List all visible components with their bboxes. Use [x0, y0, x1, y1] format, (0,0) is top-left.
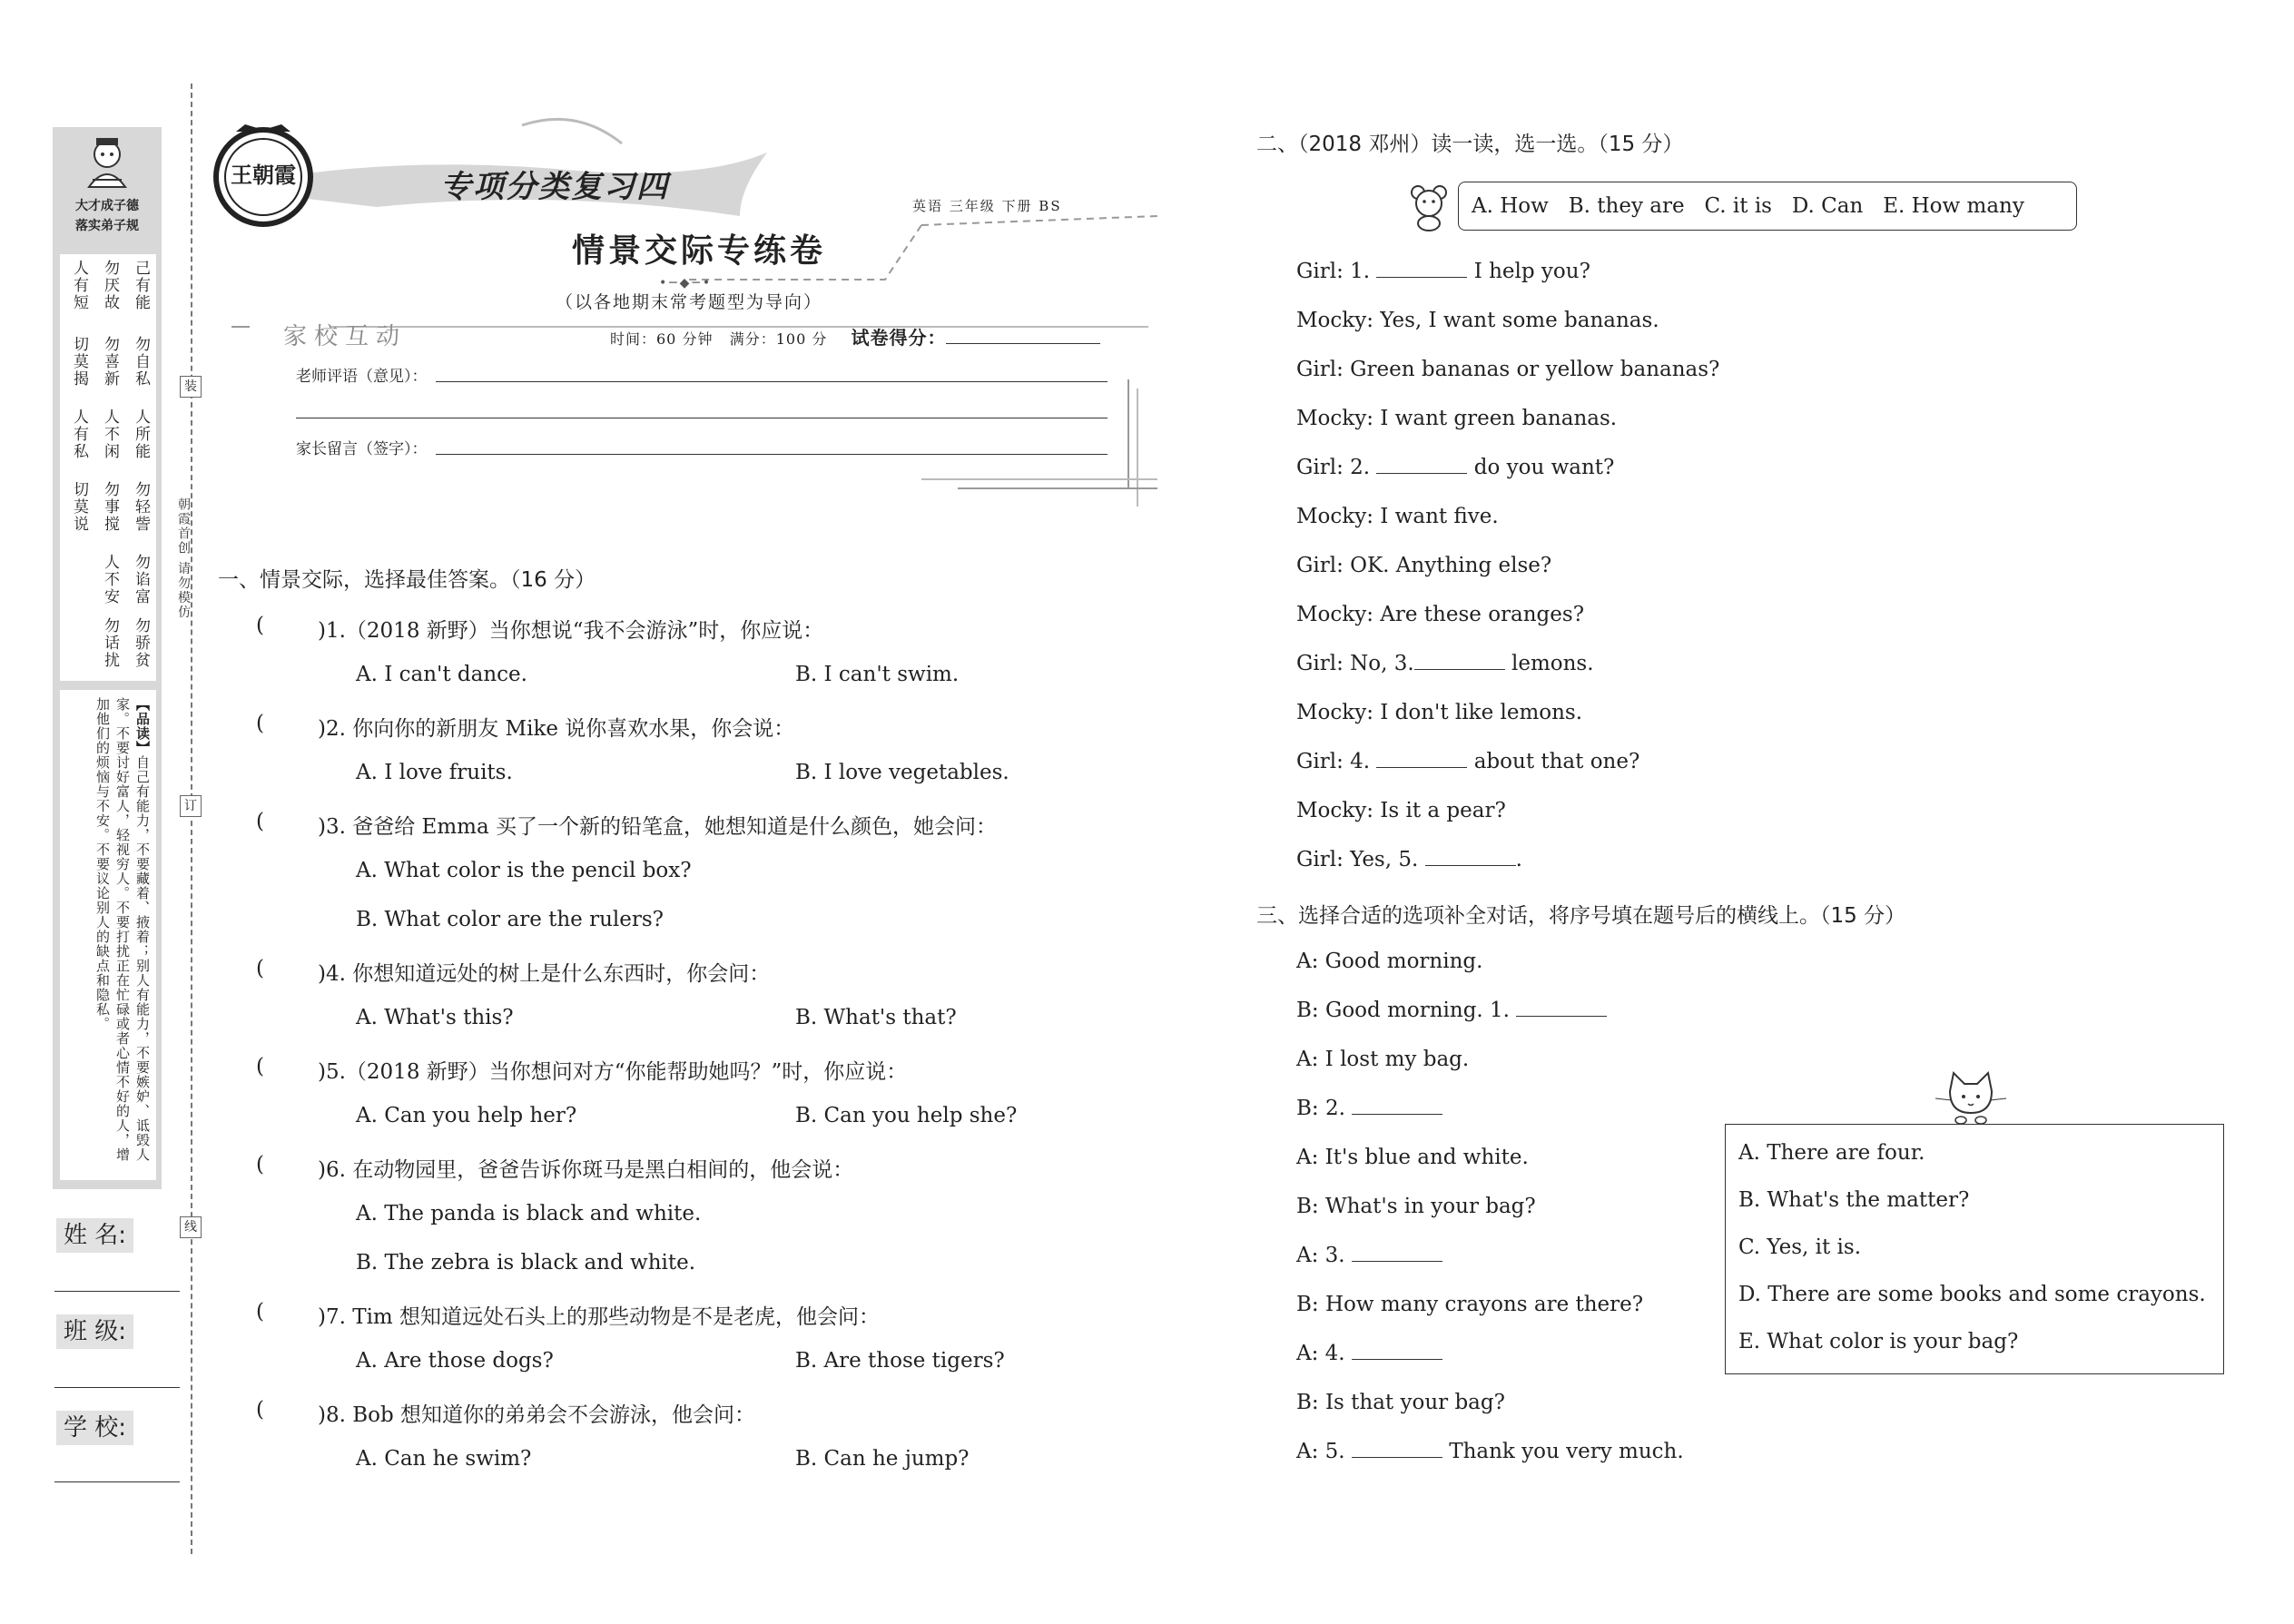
option-a[interactable]: A. Can he swim? — [356, 1447, 532, 1471]
option-a[interactable]: A. I love fruits. — [356, 761, 513, 784]
answer-blank[interactable] — [1376, 277, 1467, 278]
answer-blank[interactable] — [1352, 1359, 1442, 1360]
class-line[interactable] — [54, 1387, 180, 1388]
rule-column: 人所能 — [132, 408, 150, 460]
rule-column: 人不安 — [101, 554, 119, 605]
copyright-note: 朝霞首创 请勿模仿 — [176, 497, 191, 620]
option-b[interactable]: B. I love vegetables. — [795, 761, 1009, 784]
word-bank: A. How B. they are C. it is D. Can E. How many — [1458, 182, 2077, 231]
rule-column: 勿轻訾 — [132, 481, 150, 533]
score-field[interactable] — [946, 343, 1100, 344]
cut-line — [191, 84, 192, 1554]
grade-tag: 英语 三年级 下册 BS — [912, 198, 1062, 214]
option-b[interactable]: B. The zebra is black and white. — [356, 1251, 696, 1275]
dialogue-line: B: Is that your bag? — [1296, 1391, 1505, 1414]
cut-mark: 装 — [180, 376, 202, 398]
score-label: 试卷得分： — [851, 327, 947, 349]
answer-blank[interactable] — [1352, 1261, 1442, 1262]
dialogue-line: Mocky: I want green bananas. — [1296, 407, 1618, 430]
rules-box — [60, 254, 156, 681]
subtitle: 专项分类复习四 — [440, 169, 669, 205]
logo-text: 王朝霞 — [231, 162, 296, 188]
options-box — [1725, 1124, 2224, 1374]
reading-text: 【品读】自己有能力，不要藏着、掖着；别人有能力，不要嫉妒、诋毁人家。不要讨好富人，轻视穷人。不要打扰正在忙碌或者心情不好的人，增加他们的烦恼与不安。不要议论别人的缺点和隐私。 — [94, 697, 151, 1162]
question-stem: )8. Bob 想知道你的弟弟会不会游泳，他会问： — [318, 1403, 756, 1427]
dialogue-line: Girl: 4. about that one? — [1296, 750, 1640, 773]
answer-blank[interactable] — [1352, 1457, 1442, 1458]
dialogue-line: A: Good morning. — [1296, 950, 1483, 973]
reading-box — [60, 690, 156, 1180]
parent-comment-label: 家长留言（签字）： — [296, 440, 428, 458]
title-ornament: •─◆─• — [659, 276, 714, 290]
mascot-icon — [80, 134, 134, 191]
option-b[interactable]: B. What's that? — [795, 1006, 957, 1029]
dialogue-line: Mocky: Is it a pear? — [1296, 799, 1506, 822]
answer-blank[interactable] — [1352, 1114, 1442, 1115]
dialogue-line: B: Good morning. 1. — [1296, 999, 1607, 1022]
question-stem: )7. Tim 想知道远处石头上的那些动物是不是老虎，他会问： — [318, 1305, 881, 1329]
option-item: E. What color is your bag? — [1738, 1330, 2019, 1353]
rule-column: 人不闲 — [101, 408, 119, 460]
option-a[interactable]: A. Can you help her? — [356, 1104, 577, 1127]
dialogue-line: A: 4. — [1296, 1342, 1442, 1365]
class-field: 班 级: — [56, 1313, 133, 1346]
teacher-comment-label: 老师评语（意见）： — [296, 368, 428, 386]
name-line[interactable] — [54, 1291, 180, 1292]
section3-title: 三、选择合适的选项补全对话，将序号填在题号后的横线上。（15 分） — [1256, 904, 1906, 928]
rule-column: 勿自私 — [132, 336, 150, 388]
dialogue-line: Girl: OK. Anything else? — [1296, 554, 1552, 577]
dialogue-line: A: It's blue and white. — [1296, 1146, 1529, 1169]
parent-comment-line[interactable] — [436, 454, 1108, 455]
dialogue-line: B: How many crayons are there? — [1296, 1293, 1644, 1316]
school-line[interactable] — [54, 1481, 180, 1482]
dialogue-line: A: 3. — [1296, 1244, 1442, 1267]
rule-column: 己有能 — [132, 260, 150, 311]
question-stem: )3. 爸爸给 Emma 买了一个新的铅笔盒，她想知道是什么颜色，她会问： — [318, 815, 997, 839]
option-a[interactable]: A. What color is the pencil box? — [356, 859, 692, 882]
dialogue-line: Girl: 1. I help you? — [1296, 260, 1590, 283]
exam-meta: 时间：60 分钟 满分：100 分 试卷得分： — [610, 323, 1100, 349]
option-a[interactable]: A. The panda is black and white. — [356, 1202, 702, 1225]
teacher-comment-line[interactable] — [436, 381, 1108, 382]
rule-column: 切莫揭 — [70, 336, 88, 388]
dialogue-line: Mocky: Yes, I want some bananas. — [1296, 309, 1659, 332]
answer-blank[interactable] — [1414, 669, 1505, 670]
dialogue-line: Mocky: I don't like lemons. — [1296, 701, 1583, 724]
answer-blank[interactable] — [1376, 767, 1467, 768]
rule-column: 勿话扰 — [101, 617, 119, 669]
title-note: （以各地期末常考题型为导向） — [556, 292, 823, 312]
motto-top: 大才成子德 落实弟子规 — [75, 199, 139, 233]
section1-title: 一、情景交际，选择最佳答案。（16 分） — [218, 568, 596, 592]
dialogue-line: B: 2. — [1296, 1097, 1442, 1120]
question-stem: )2. 你向你的新朋友 Mike 说你喜欢水果，你会说： — [318, 717, 795, 741]
dialogue-line: Girl: No, 3. lemons. — [1296, 652, 1594, 675]
homeschool-label: 家校互动 — [283, 323, 408, 350]
sidebar — [53, 127, 162, 1189]
rule-column: 切莫说 — [70, 481, 88, 533]
option-item: B. What's the matter? — [1738, 1188, 1970, 1212]
option-b[interactable]: B. Can he jump? — [795, 1447, 970, 1471]
teddy-bear-icon — [1403, 180, 1458, 234]
option-a[interactable]: A. What's this? — [356, 1006, 514, 1029]
cut-mark: 线 — [180, 1216, 202, 1238]
dialogue-line: Girl: 2. do you want? — [1296, 456, 1615, 479]
option-b[interactable]: B. Are those tigers? — [795, 1349, 1005, 1373]
dialogue-line: Mocky: I want five. — [1296, 505, 1499, 528]
dialogue-line: Mocky: Are these oranges? — [1296, 603, 1585, 626]
rule-column: 勿事搅 — [101, 481, 119, 533]
dialogue-line: A: I lost my bag. — [1296, 1048, 1470, 1071]
answer-blank[interactable] — [1425, 865, 1516, 866]
question-stem: )1.（2018 新野）当你想说“我不会游泳”时，你应说： — [318, 619, 824, 643]
rule-column: 人有短 — [70, 260, 88, 311]
option-b[interactable]: B. Can you help she? — [795, 1104, 1018, 1127]
answer-blank[interactable] — [1376, 473, 1467, 474]
name-field: 姓 名: — [56, 1216, 133, 1250]
option-a[interactable]: A. I can't dance. — [356, 663, 527, 686]
option-b[interactable]: B. What color are the rulers? — [356, 908, 664, 931]
rule-column: 人有私 — [70, 408, 88, 460]
option-a[interactable]: A. Are those dogs? — [356, 1349, 554, 1373]
question-stem: )5.（2018 新野）当你想问对方“你能帮助她吗？”时，你应说： — [318, 1060, 908, 1084]
cut-mark: 订 — [180, 795, 202, 817]
option-item: D. There are some books and some crayons. — [1738, 1283, 2206, 1306]
dialogue-line: A: 5. Thank you very much. — [1296, 1440, 1684, 1463]
dialogue-line: Girl: Green bananas or yellow bananas? — [1296, 358, 1720, 381]
dialogue-line: Girl: Yes, 5. . — [1296, 848, 1522, 871]
question-stem: )6. 在动物园里，爸爸告诉你斑马是黑白相间的，他会说： — [318, 1158, 854, 1182]
reading-label: 【品读】 — [134, 697, 151, 755]
answer-blank[interactable] — [1516, 1016, 1607, 1017]
question-stem: )4. 你想知道远处的树上是什么东西时，你会问： — [318, 962, 771, 986]
logo-icon — [209, 123, 318, 231]
section2-title: 二、（2018 邓州）读一读，选一选。（15 分） — [1256, 133, 1684, 156]
rule-column: 勿谄富 — [132, 554, 150, 605]
rule-column: 勿喜新 — [101, 336, 119, 388]
option-item: A. There are four. — [1738, 1141, 1925, 1165]
page-title: 情景交际专练卷 — [572, 231, 827, 270]
option-item: C. Yes, it is. — [1738, 1235, 1862, 1259]
dialogue-line: B: What's in your bag? — [1296, 1195, 1536, 1218]
rule-column: 勿厌故 — [101, 260, 119, 311]
cat-icon — [1932, 1066, 2010, 1126]
option-b[interactable]: B. I can't swim. — [795, 663, 960, 686]
rule-column: 勿骄贫 — [132, 617, 150, 669]
school-field: 学 校: — [56, 1409, 133, 1442]
